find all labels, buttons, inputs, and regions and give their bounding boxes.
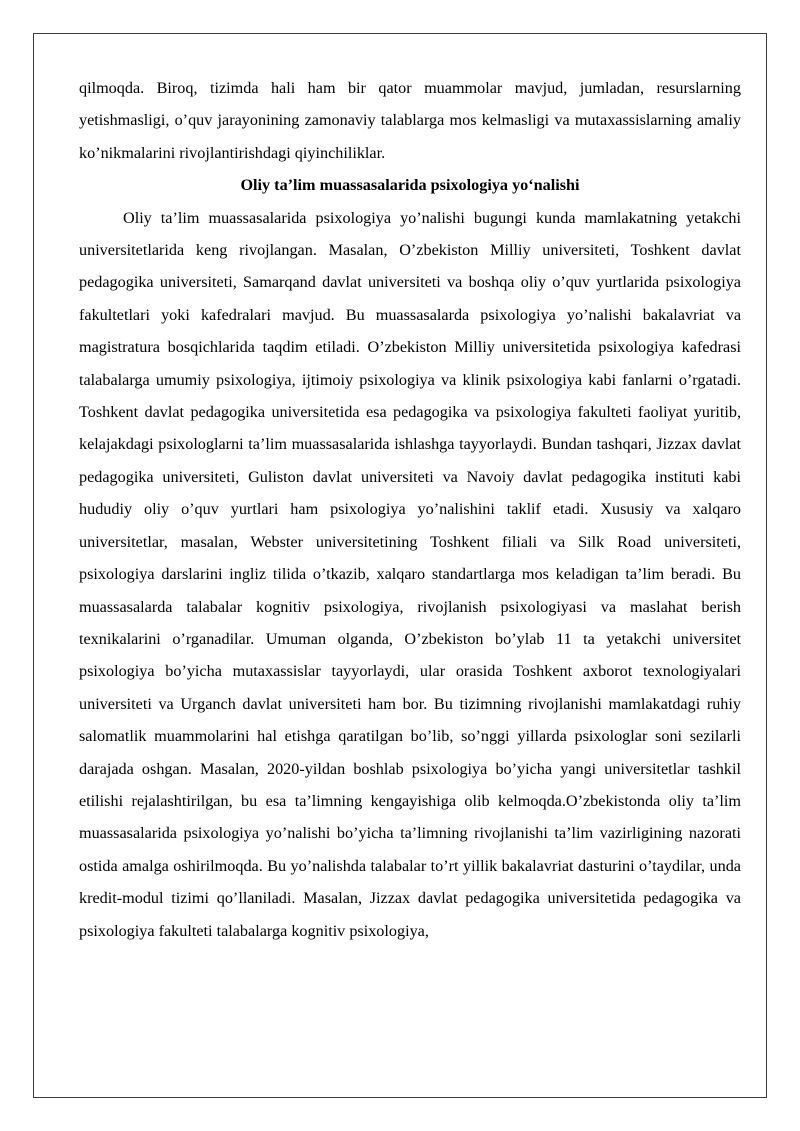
section-heading: Oliy ta’lim muassasalarida psixologiya yo‘nalishi (240, 176, 580, 195)
document-body (79, 72, 741, 947)
continuation-paragraph: qilmoqda. Biroq, tizimda hali ham bir qator muammolar mavjud, jumladan, resurslarning yetishmasligi, o’quv jarayonining zamonaviy talablarga mos kelmasligi va mutaxassislarning amaliy ko’nikmalarini rivojlantirishdagi qiyinchiliklar. (79, 79, 741, 162)
body-paragraph: Oliy ta’lim muassasalarida psixologiya yo’nalishi bugungi kunda mamlakatning yetakchi universitetlarida keng rivojlangan. Masalan, O’zbekiston Milliy universiteti, Toshkent davlat pedagogika universiteti, Samarqand davlat universiteti va boshqa oliy o’quv yurtlarida psixologiya fakultetlari yoki kafedralari mavjud. Bu muassasalarda psixologiya yo’nalishi bakalavriat va magistratura bosqichlarida taqdim etiladi. O’zbekiston Milliy universitetida psixologiya kafedrasi talabalarga umumiy psixologiya, ijtimoiy psixologiya va klinik psixologiya kabi fanlarni o’rgatadi. Toshkent davlat pedagogika universitetida esa pedagogika va psixologiya fakulteti faoliyat yuritib, kelajakdagi psixologlarni ta’lim muassasalarida ishlashga tayyorlaydi. Bundan tashqari, Jizzax davlat pedagogika universiteti, Guliston davlat universiteti va Navoiy davlat pedagogika instituti kabi hududiy oliy o’quv yurtlari ham psixologiya yo’nalishini taklif etadi. Xususiy va xalqaro universitetlar, masalan, Webster universitetining Toshkent filiali va Silk Road universiteti, psixologiya darslarini ingliz tilida o’tkazib, xalqaro standartlarga mos keladigan ta’lim beradi. Bu muassasalarda talabalar kognitiv psixologiya, rivojlanish psixologiyasi va maslahat berish texnikalarini o’rganadilar. Umuman olganda, O’zbekiston bo’ylab 11 ta yetakchi universitet psixologiya bo’yicha mutaxassislar tayyorlaydi, ular orasida Toshkent axborot texnologiyalari universiteti va Urganch davlat universiteti ham bor. Bu tizimning rivojlanishi mamlakatdagi ruhiy salomatlik muammolarini hal etishga qaratilgan bo’lib, so’nggi yillarda psixologlar soni sezilarli darajada oshgan. Masalan, 2020-yildan boshlab psixologiya bo’yicha yangi universitetlar tashkil etilishi rejalashtirilgan, bu esa ta’limning kengayishiga olib kelmoqda.O’zbekistonda oliy ta’lim muassasalarida psixologiya yo’nalishi bo’yicha ta’limning rivojlanishi ta’lim vazirligining nazorati ostida amalga oshirilmoqda. Bu yo’nalishda talabalar to’rt yillik bakalavriat dasturini o’taydilar, unda kredit-modul tizimi qo’llaniladi. Masalan, Jizzax davlat pedagogika universitetida pedagogika va psixologiya fakulteti talabalarga kognitiv psixologiya, (79, 208, 741, 940)
